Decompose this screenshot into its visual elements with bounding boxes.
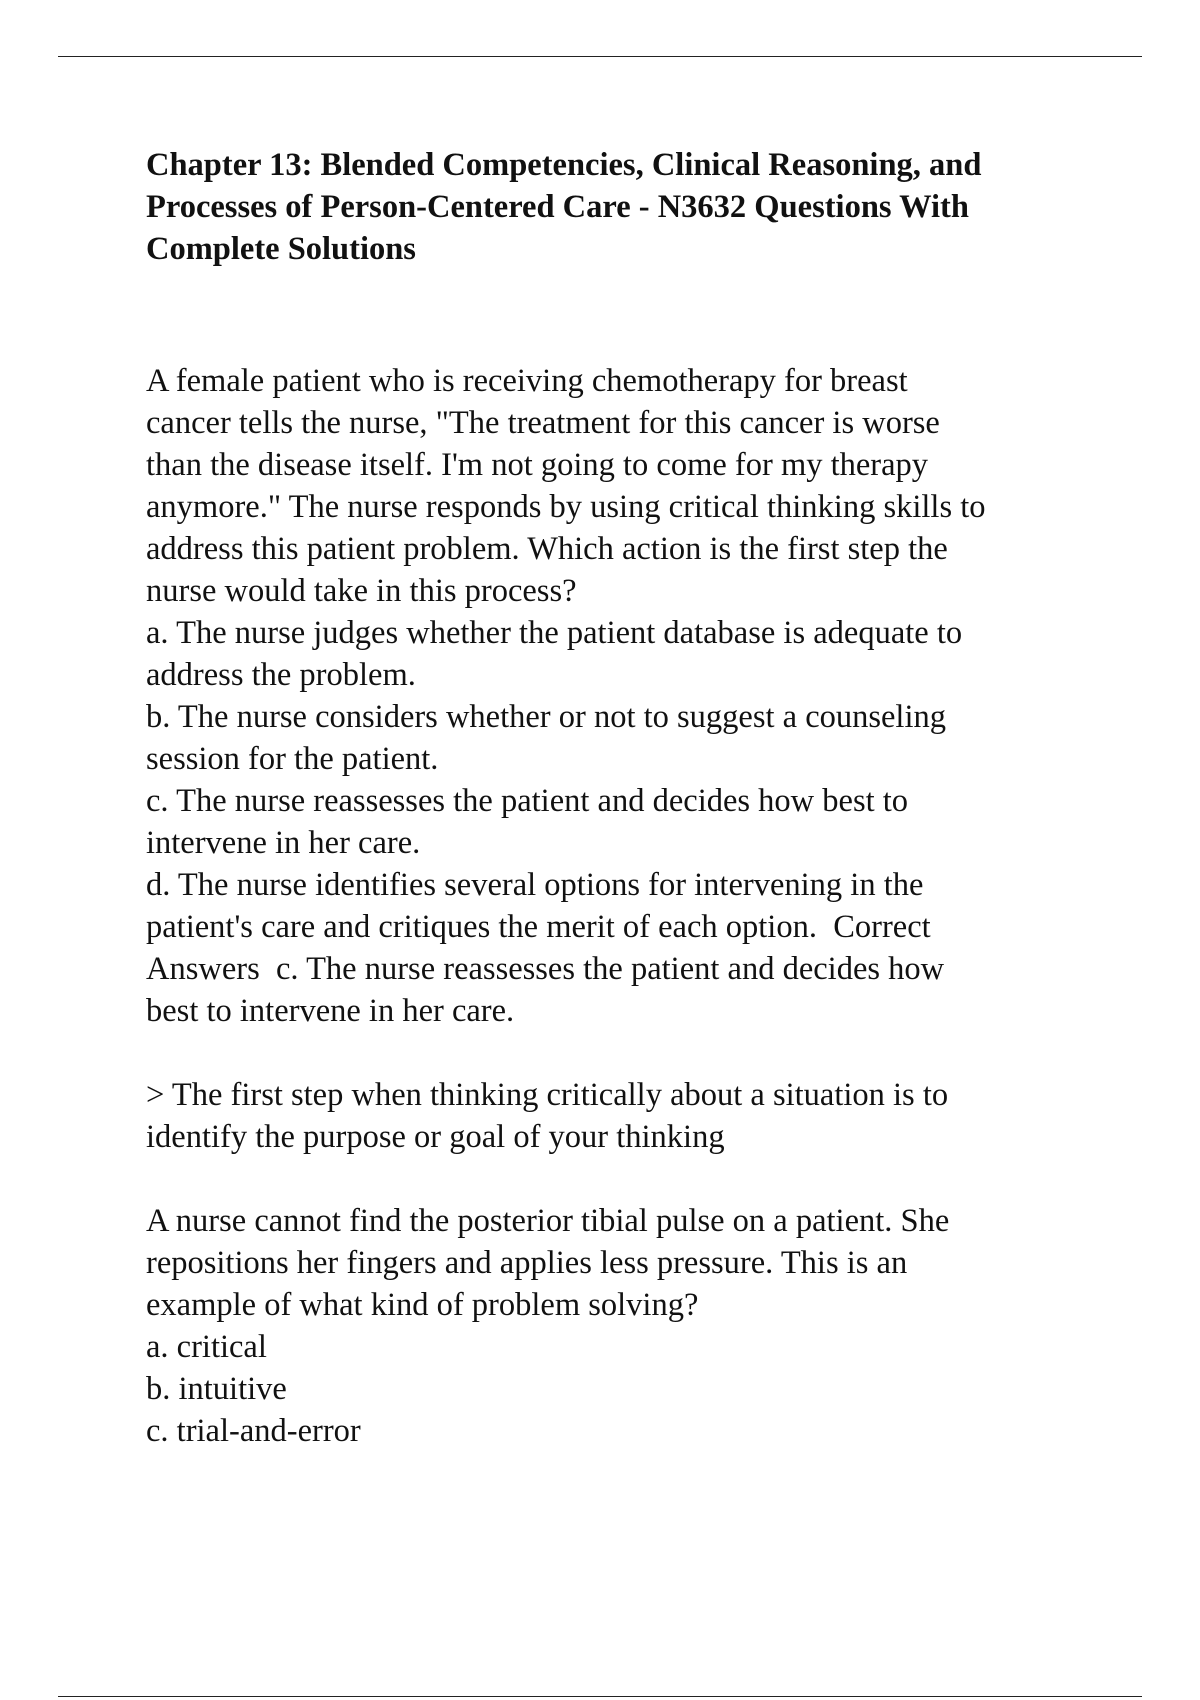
document-body bbox=[146, 144, 1106, 1452]
option-line: address the problem. bbox=[146, 657, 416, 693]
spacer bbox=[146, 1032, 1106, 1074]
rationale-line: identify the purpose or goal of your thinking bbox=[146, 1119, 725, 1155]
rationale bbox=[146, 1074, 1106, 1158]
question-2 bbox=[146, 1200, 1106, 1452]
stem-line: A female patient who is receiving chemotherapy for breast bbox=[146, 363, 908, 399]
answer-options bbox=[146, 612, 1106, 1032]
stem-line: example of what kind of problem solving? bbox=[146, 1287, 699, 1323]
correct-answer-line: Answers c. The nurse reassesses the patient and decides how bbox=[146, 951, 945, 987]
option-line: b. intuitive bbox=[146, 1371, 287, 1407]
answer-options bbox=[146, 1326, 1106, 1452]
option-line: a. critical bbox=[146, 1329, 267, 1365]
option-line: d. The nurse identifies several options for intervening in the bbox=[146, 867, 924, 903]
stem-line: than the disease itself. I'm not going to come for my therapy bbox=[146, 447, 929, 483]
document-title bbox=[146, 144, 1106, 270]
bottom-divider bbox=[58, 1696, 1142, 1697]
stem-line: A nurse cannot find the posterior tibial pulse on a patient. She bbox=[146, 1203, 950, 1239]
stem-line: repositions her fingers and applies less pressure. This is an bbox=[146, 1245, 908, 1281]
question-1 bbox=[146, 360, 1106, 1158]
rationale-line: > The first step when thinking critically about a situation is to bbox=[146, 1077, 949, 1113]
title-line: Processes of Person-Centered Care - N3632 Questions With bbox=[146, 189, 969, 225]
stem-line: cancer tells the nurse, "The treatment for this cancer is worse bbox=[146, 405, 940, 441]
option-line: intervene in her care. bbox=[146, 825, 421, 861]
option-line: c. trial-and-error bbox=[146, 1413, 361, 1449]
correct-answer-line: best to intervene in her care. bbox=[146, 993, 515, 1029]
stem-line: nurse would take in this process? bbox=[146, 573, 577, 609]
title-line: Chapter 13: Blended Competencies, Clinical Reasoning, and bbox=[146, 147, 982, 183]
stem-line: address this patient problem. Which action is the first step the bbox=[146, 531, 948, 567]
stem-line: anymore." The nurse responds by using critical thinking skills to bbox=[146, 489, 986, 525]
title-line: Complete Solutions bbox=[146, 231, 416, 267]
option-line: a. The nurse judges whether the patient database is adequate to bbox=[146, 615, 963, 651]
option-line: session for the patient. bbox=[146, 741, 439, 777]
question-stem bbox=[146, 1200, 1106, 1326]
option-line: patient's care and critiques the merit of each option. Correct bbox=[146, 909, 931, 945]
top-divider bbox=[58, 56, 1142, 57]
option-line: c. The nurse reassesses the patient and decides how best to bbox=[146, 783, 909, 819]
question-stem bbox=[146, 360, 1106, 612]
option-line: b. The nurse considers whether or not to suggest a counseling bbox=[146, 699, 946, 735]
